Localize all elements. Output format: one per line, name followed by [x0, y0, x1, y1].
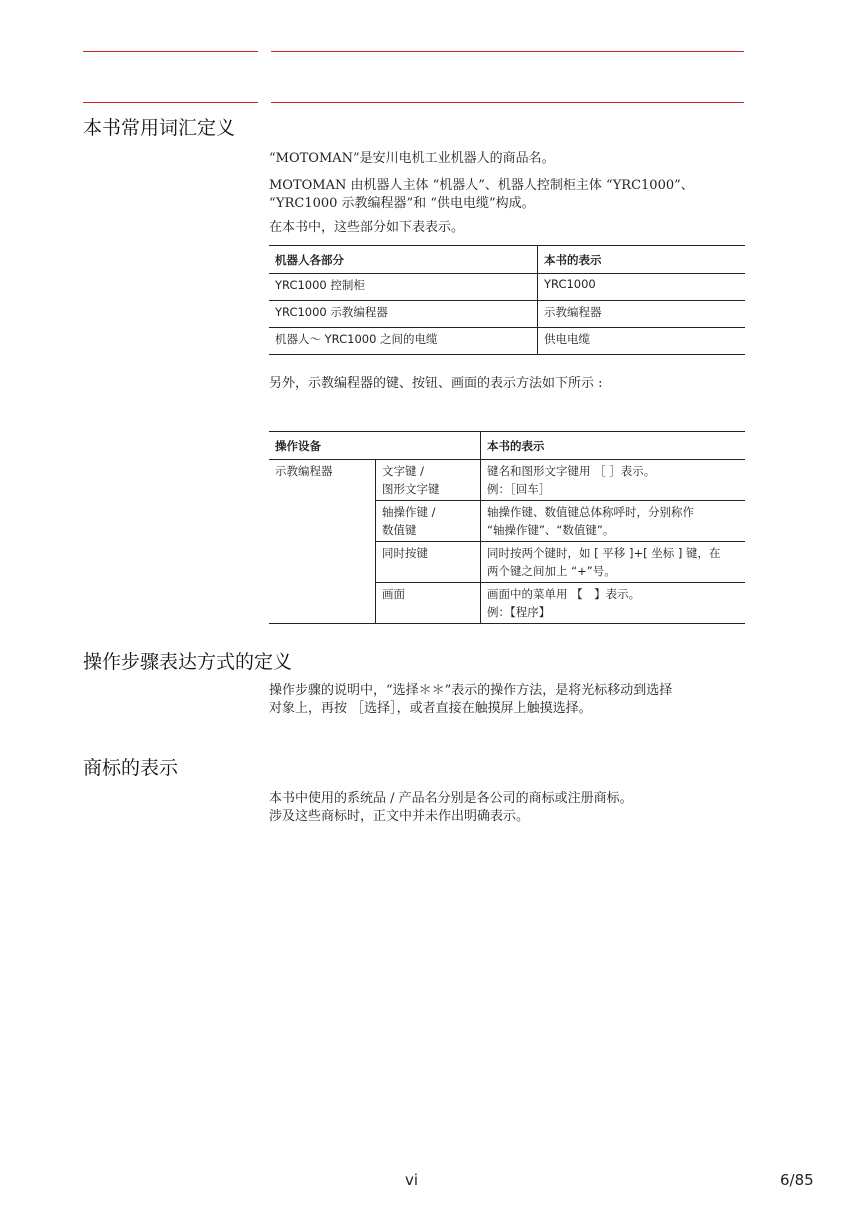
terms-p4: 另外，示教编程器的键、按钮、画面的表示方法如下所示 : [269, 376, 603, 391]
operation-devices-table [269, 431, 745, 624]
terms-paragraph-1 [269, 150, 749, 168]
trademark-line2: 涉及这些商标时，正文中并未作出明确表示。 [269, 809, 530, 824]
item-line: 图形文字键 [382, 482, 440, 496]
page-count: 6/85 [780, 1171, 814, 1189]
table-header-cell: 机器人各部分 [269, 246, 538, 274]
terms-paragraph-3 [269, 219, 749, 237]
device-cell: 示教编程器 [275, 464, 333, 478]
desc-line: 键名和图形文字键用 ［ ］表示。 [487, 464, 656, 478]
table-cell [481, 542, 746, 583]
table-cell: YRC1000 [538, 274, 746, 301]
item-line: 文字键 / [382, 464, 425, 478]
heading-procedure: 操作步骤表达方式的定义 [83, 651, 293, 673]
table-cell [481, 583, 746, 624]
terms-p3: 在本书中，这些部分如下表表示。 [269, 220, 465, 235]
procedure-line1: 操作步骤的说明中，“选择＊＊”表示的操作方法，是将光标移动到选择 [269, 683, 673, 698]
desc-line: 同时按两个键时，如 [ 平移 ]+[ 坐标 ] 键，在 [487, 546, 721, 560]
terms-paragraph-2 [269, 177, 749, 213]
table-cell [376, 542, 481, 583]
desc-line: 画面中的菜单用 【 】表示。 [487, 587, 641, 601]
table-cell [376, 583, 481, 624]
terms-p2-line2: “YRC1000 示教编程器”和 “供电电缆”构成。 [269, 196, 535, 211]
page-label: vi [405, 1171, 419, 1189]
table-cell: YRC1000 示教编程器 [269, 301, 538, 328]
table-cell: 供电电缆 [538, 328, 746, 355]
heading-terms: 本书常用词汇定义 [83, 117, 236, 139]
table-header-row [269, 246, 745, 274]
top-rule-right [271, 51, 744, 52]
terms-p1: “MOTOMAN”是安川电机工业机器人的商品名。 [269, 151, 555, 166]
table-cell [376, 501, 481, 542]
table-header-row [269, 432, 745, 460]
desc-line: 例：［回车］ [487, 482, 551, 496]
table-cell: 示教编程器 [538, 301, 746, 328]
table-cell [481, 501, 746, 542]
table-row [269, 460, 745, 501]
table-header-cell: 本书的表示 [538, 246, 746, 274]
section-rule-left [83, 102, 258, 103]
robot-parts-table [269, 245, 745, 355]
item-line: 数值键 [382, 523, 417, 537]
table-cell [481, 460, 746, 501]
terms-p2-line1: MOTOMAN 由机器人主体 “机器人”、机器人控制柜主体 “YRC1000”、 [269, 178, 694, 193]
section-rule-right [271, 102, 744, 103]
item-line: 轴操作键 / [382, 505, 436, 519]
desc-line: 例：【程序】 [487, 605, 551, 619]
table-row [269, 328, 745, 355]
table-row [269, 274, 745, 301]
procedure-paragraph [269, 682, 749, 718]
procedure-line2: 对象上，再按 ［选择］，或者直接在触摸屏上触摸选择。 [269, 701, 592, 716]
top-rule-left [83, 51, 258, 52]
desc-line: “轴操作键”、“数值键”。 [487, 523, 615, 537]
heading-trademark: 商标的表示 [83, 757, 179, 779]
trademark-paragraph [269, 790, 749, 826]
desc-line: 两个键之间加上 “+”号。 [487, 564, 616, 578]
table-header-cell: 本书的表示 [481, 432, 746, 460]
table-header-cell: 操作设备 [269, 432, 481, 460]
table-cell: YRC1000 控制柜 [275, 278, 365, 292]
trademark-line1: 本书中使用的系统品 / 产品名分别是各公司的商标或注册商标。 [269, 791, 633, 806]
table-row [269, 301, 745, 328]
table-cell: 机器人～ YRC1000 之间的电缆 [269, 328, 538, 355]
table-cell [376, 460, 481, 501]
item-line: 同时按键 [382, 546, 428, 560]
desc-line: 轴操作键、数值键总体称呼时，分别称作 [487, 505, 694, 519]
item-line: 画面 [382, 587, 405, 601]
terms-paragraph-4 [269, 375, 749, 393]
